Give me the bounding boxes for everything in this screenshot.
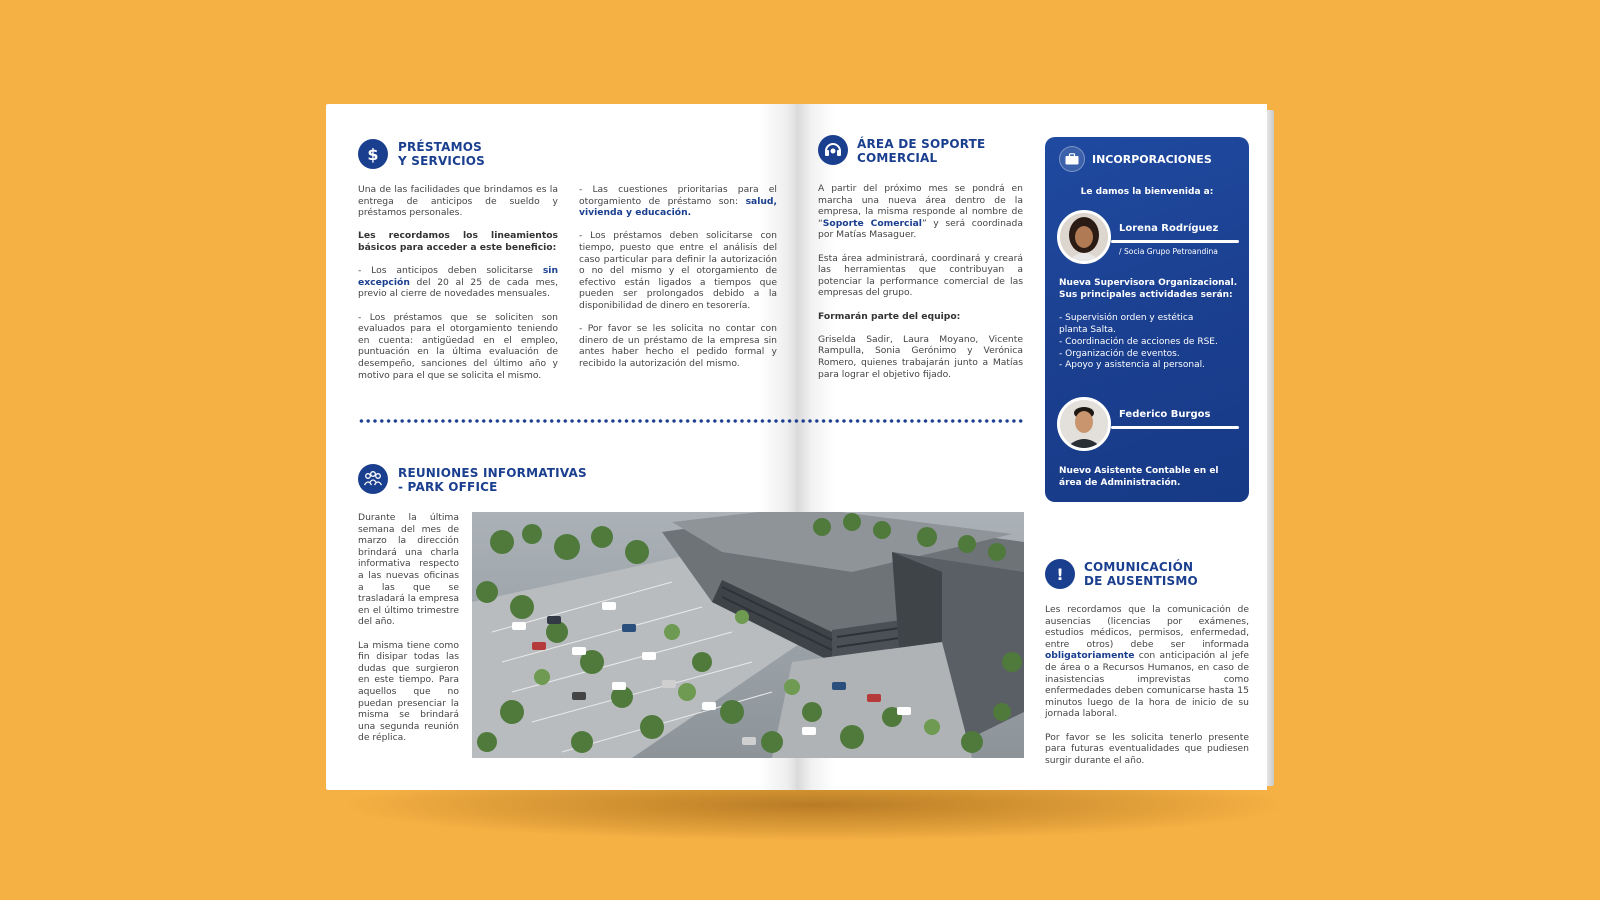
soporte-p1	[818, 183, 1023, 241]
reuniones-p1: Durante la última semana del mes de marzo la dirección brindará una charla informativa respecto a las nuevas oficinas a las que se trasladará la empresa en el último trimestre del año.	[358, 512, 459, 628]
prestamos-col2-p3: - Por favor se les solicita no contar con dinero de un préstamo de la empresa sin antes haber hecho el pedido formal y recibido la autorización del mismo.	[579, 323, 777, 369]
ausentismo-title	[1084, 560, 1198, 588]
prestamos-p3-post: del 20 al 25 de cada mes, previo al cierre de novedades mensuales.	[358, 276, 558, 300]
avatar-lorena	[1057, 210, 1111, 264]
prestamos-col2-p1	[579, 184, 777, 219]
prestamos-title	[398, 140, 485, 168]
reuniones-title-line1: REUNIONES INFORMATIVAS	[398, 466, 587, 480]
prestamos-col2-p2: - Los préstamos deben solicitarse con tiempo, puesto que entre el análisis del caso particular para definir la autorización o no del mismo y el otorgamiento de efectivo están ligados a tiempos que pueden ser prolongados debido a la disponibilidad de dinero en tesorería.	[579, 230, 777, 311]
prestamos-p3	[358, 265, 558, 300]
reuniones-title-line2: - PARK OFFICE	[398, 480, 498, 494]
soporte-p3: Formarán parte del equipo:	[818, 310, 961, 322]
prestamos-p3-bold: sin excepción	[358, 265, 558, 288]
ausentismo-p1	[1045, 604, 1249, 720]
soporte-p4: Griselda Sadir, Laura Moyano, Vicente Rampulla, Sonia Gerónimo y Verónica Romero, quienes trabajarán junto a Matías para lograr el objetivo fijado.	[818, 333, 1023, 380]
ausentismo-p1-bold: obligatoriamente	[1045, 650, 1135, 662]
page-edge	[1267, 110, 1274, 786]
person2-name: Federico Burgos	[1119, 409, 1211, 420]
ausentismo-p1-post: con anticipación al jefe de área o a Recursos Humanos, en caso de inasistencias imprevistas como enfermedades deben comunicarse hasta 15 minutos luego de la hora de inicio de su jornada laboral.	[1045, 650, 1249, 720]
person1-task-1: - Supervisión orden y estética planta Salta.	[1059, 313, 1194, 335]
reuniones-body	[358, 512, 459, 755]
soporte-p1-pre: A partir del próximo mes se pondrá en marcha una nueva área dentro de la empresa, la misma responde al nombre de “	[818, 183, 1023, 229]
soporte-title	[857, 137, 985, 165]
ausentismo-title-line2: DE AUSENTISMO	[1084, 574, 1198, 588]
soporte-p2: Esta área administrará, coordinará y creará las herramientas que contribuyan a potenciar la performance comercial de las empresas del grupo.	[818, 252, 1023, 299]
prestamos-column-1	[358, 184, 558, 393]
reuniones-title	[398, 466, 587, 494]
soporte-p1-bold: Soporte Comercial	[822, 217, 922, 229]
headset-icon	[818, 135, 848, 165]
incorporaciones-welcome: Le damos la bienvenida a:	[1080, 187, 1214, 197]
person2-desc: Nuevo Asistente Contable en el área de Administración.	[1059, 466, 1219, 488]
prestamos-p3-pre: - Los anticipos deben solicitarse	[358, 265, 543, 277]
soporte-body	[818, 183, 1023, 392]
soporte-title-line2: COMERCIAL	[857, 151, 938, 165]
people-icon	[358, 464, 388, 494]
prestamos-col2-p1-pre: - Las cuestiones prioritarias para el otorgamiento de préstamo son:	[579, 184, 777, 207]
person1-task-3: - Organización de eventos.	[1059, 348, 1180, 359]
reuniones-p2: La misma tiene como fin disipar todas las dudas que surgieron en este tiempo. Para aquellos que no puedan presenciar la misma se brindará una segunda reunión de réplica.	[358, 639, 459, 744]
dollar-icon: $	[358, 139, 388, 169]
park-office-photo	[472, 512, 1024, 758]
exclamation-icon: !	[1045, 559, 1075, 589]
person1-rule	[1111, 240, 1239, 243]
prestamos-col2-p1-bold: salud, vivienda y educación.	[579, 195, 777, 219]
briefcase-icon	[1059, 146, 1085, 172]
prestamos-p1: Una de las facilidades que brindamos es la entrega de anticipos de sueldo y préstamos personales.	[358, 184, 558, 219]
incorporaciones-title: INCORPORACIONES	[1092, 153, 1212, 166]
person1-task-2: - Coordinación de acciones de RSE.	[1059, 337, 1218, 347]
ausentismo-p1-pre: Les recordamos que la comunicación de ausencias (licencias por exámenes, estudios médicos, permisos, enfermedad, entre otros) debe ser informada	[1045, 604, 1249, 650]
incorporaciones-box	[1045, 137, 1249, 502]
person1-task-4: - Apoyo y asistencia al personal.	[1059, 360, 1205, 371]
prestamos-title-line1: PRÉSTAMOS	[398, 140, 483, 154]
person1-desc: Nueva Supervisora Organizacional. Sus principales actividades serán:	[1059, 278, 1238, 300]
soporte-p1-post: ” y será coordinada por Matías Masaguer.	[818, 217, 1023, 241]
person2-rule	[1111, 426, 1239, 429]
avatar-federico	[1057, 397, 1111, 451]
ausentismo-title-line1: COMUNICACIÓN	[1084, 560, 1194, 574]
ausentismo-body	[1045, 604, 1249, 778]
dotted-divider	[358, 418, 1024, 424]
person1-role: / Socia Grupo Petroandina	[1119, 247, 1218, 256]
person1-name: Lorena Rodríguez	[1119, 223, 1219, 234]
prestamos-column-2	[579, 184, 777, 381]
prestamos-p2: Les recordamos los lineamientos básicos para acceder a este beneficio:	[358, 230, 558, 253]
prestamos-title-line2: Y SERVICIOS	[398, 154, 486, 168]
soporte-title-line1: ÁREA DE SOPORTE	[857, 137, 986, 151]
prestamos-p4: - Los préstamos que se soliciten son evaluados para el otorgamiento teniendo en cuenta: antigüedad en el empleo, puntuación en la última evaluación de desempeño, sanciones del último año y motivo para el que se solicita el mismo.	[358, 311, 558, 381]
ausentismo-p2: Por favor se les solicita tenerlo presente para futuras eventualidades que pudiesen surgir durante el año.	[1045, 731, 1249, 766]
